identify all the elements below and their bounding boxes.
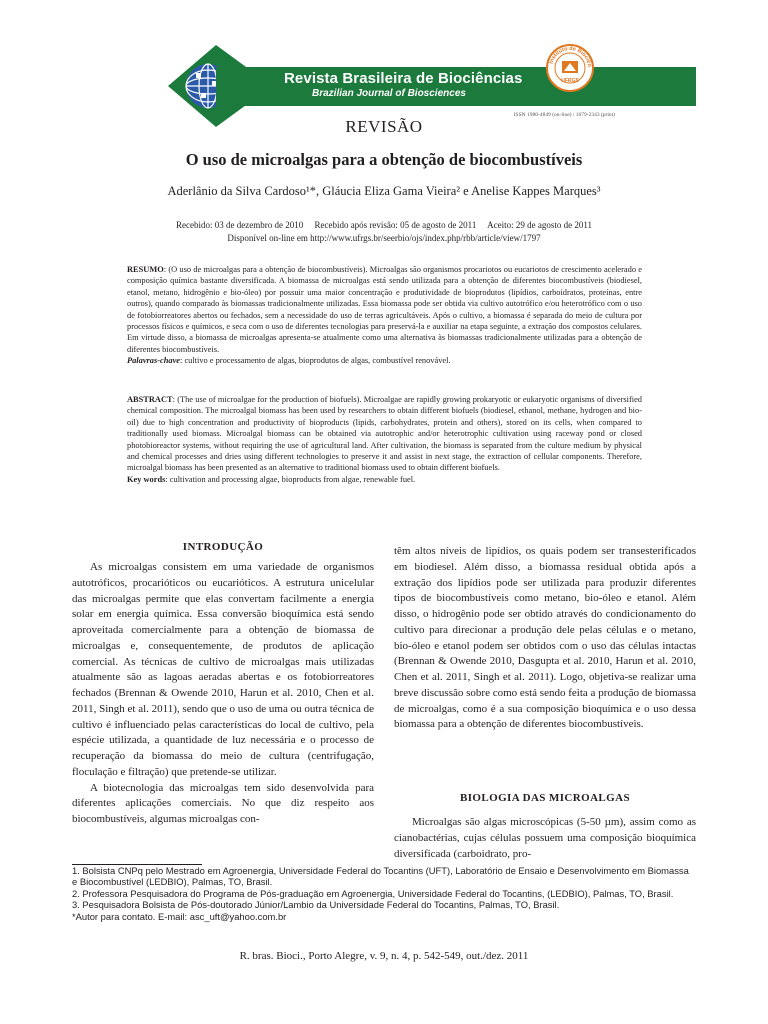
issn-text: ISSN 1980-4849 (on-line) / 1679-2343 (print) <box>513 112 615 118</box>
resumo-label: RESUMO <box>127 265 164 274</box>
accepted-date: Aceito: 29 de agosto de 2011 <box>487 220 593 230</box>
biologia-column <box>394 815 696 862</box>
intro-heading: INTRODUÇÃO <box>182 541 264 553</box>
contact-footnote: *Autor para contato. E-mail: asc_uft@yahoo.com.br <box>72 910 287 922</box>
intro-paragraph-1: As microalgas consistem em uma variedade de organismos autotróficos, procarióticos ou eucarióticos. A estrutura unicelular das microalgas permite que elas convertam facilmente a energia solar em energia química. Essa conversão bioquímica está sendo aproveitada comercialmente para a obtenção de biomassa de microalgas e, consequentemente, de produtos de aplicação comercial. As técnicas de cultivo de microalgas mais utilizadas atualmente são as lagoas aeradas abertas e os fotobiorreatores fechados (Brennan & Owende 2010, Harun et al. 2010, Chen et al. 2011, Singh et al. 2011), sendo que o uso de uma ou outra técnica de cultivo é influenciado pelas características do local de cultivo, pela espécie utilizada, a quantidade de luz necessária e o processo de recuperação da biomassa do meio de cultura (centrifugação, floculação e filtração) que pretende-se utilizar. <box>72 561 374 778</box>
footnote-3: 3. Pesquisadora Bolsista de Pós-doutorado Júnior/Lambio da Universidade Federal do Tocantins, Palmas, TO, Brasil. <box>72 899 560 911</box>
intro-paragraph-3: têm altos níveis de lipídios, os quais podem ser transesterificados em biodiesel. Além disso, a biomassa residual obtida após a extração dos lipídios pode ser utilizada para produzir diferentes tipos de biocombustíveis como metano, bio-óleo e etanol. Além disso, o hidrogênio pode ser obtido através do condicionamento do cultivo para direcionar a produção dele pelas células e o metano, bio-óleo e etanol podem ser obtidos com o uso das células intactas (Brennan & Owende 2010, Dasgupta et al. 2010, Harun et al. 2010, Chen et al. 2011, Singh et al. 2011). Logo, objetiva-se realizar uma breve discussão sobre como está sendo feita a produção de biomassa de microalgas, como é a sua composição bioquímica e o uso dessa biomassa para a obtenção de diferentes biocombustíveis. <box>394 545 696 731</box>
received-date: Recebido: 03 de dezembro de 2010 <box>175 220 304 230</box>
biologia-paragraph-1: Microalgas são algas microscópicas (5-50 µm), assim como as cianobactérias, cujas células possuem uma composição bioquímica diversificada (carboidrato, pro- <box>394 816 696 860</box>
palavras-chave-label: Palavras-chave <box>127 356 181 366</box>
footnote-1: 1. Bolsista CNPq pelo Mestrado em Agroenergia, Universidade Federal do Tocantins (UFT), Laboratório de Ensaio e Desenvolvimento em Biomassa e Biocombustível (LEDBIO), Palmas, TO, Brasil. <box>72 865 689 888</box>
running-footer: R. bras. Bioci., Porto Alegre, v. 9, n. 4, p. 542-549, out./dez. 2011 <box>239 950 529 962</box>
footnotes <box>72 865 696 922</box>
paper-title: O uso de microalgas para a obtenção de biocombustíveis <box>185 150 583 169</box>
author-list: Aderlânio da Silva Cardoso¹*, Gláucia Eliza Gama Vieira² e Anelise Kappes Marques³ <box>167 184 601 198</box>
key-words-label: Key words <box>127 474 166 484</box>
revised-date: Recebido após revisão: 05 de agosto de 2011 <box>314 220 477 230</box>
footnote-2: 2. Professora Pesquisadora do Programa de Pós-graduação em Agroenergia, Universidade Federal do Tocantins, (LEDBIO), Palmas, TO, Brasil. <box>72 887 674 899</box>
journal-title: Revista Brasileira de Biociências <box>284 70 523 87</box>
svg-text:UFRGS: UFRGS <box>561 78 579 84</box>
key-words-text: : cultivation and processing algae, bioproducts from algae, renewable fuel. <box>165 474 416 484</box>
abstract-text: : (The use of microalgae for the production of biofuels). Microalgae are rapidly growing prokaryotic or eukaryotic organisms of diversified chemical composition. The microalgal biomass has been used by researchers to obtain different biofuels (biodiesel, ethanol, methane, hydrogen and bio-oil) due to high concentration and productivity of bioproducts (lipids, carbohydrates, protein and others), stored on its cells, when compared to traditionally used biomass. Microalgal biomass can be obtained via autotrophic and/or heterotrophic cultivation using raceway pond or closed photobioreactor systems, without requiring the use of agricultural land. After cultivation, the biomass is separated from the culture medium by physical and chemical processes and dries using different technologies to preserve it and assist in next stage, the extraction of cellular components. Therefore, microalgal biomass has been presented as an alternative to traditional biomass used to obtain different biofuels. <box>127 395 642 473</box>
online-availability[interactable]: Disponível on-line em http://www.ufrgs.br/seerbio/ojs/index.php/rbb/article/view/1797 <box>227 233 541 243</box>
left-column <box>72 560 374 828</box>
abstract-label: ABSTRACT <box>127 395 173 404</box>
abstract-block <box>127 394 642 485</box>
resumo-text: : (O uso de microalgas para a obtenção de biocombustíveis). Microalgas são organismos procariotos ou eucariotos de crescimento acelerado e composição química bastante diversificada. A biomassa de microalgas está sendo utilizada para a obtenção de diferentes biocombustíveis (biodiesel, etanol, metano, hidrogênio e bio-óleo) por possuir uma maior concentração e produtividade de bioprodutos (lipídios, carboidratos, proteínas, entre outros), quando comparado às biomassas tradicionalmente utilizadas. Essa biomassa pode ser obtida via cultivo autotrófico e/ou heterotrófico com o uso de fotobiorreatores abertos ou fechados, sem a necessidade do uso de terras agricultáveis. Após o cultivo, a biomassa é separada do meio de cultura por processos físicos e químicos, e seca com o uso de diferentes tecnologias para preservá-la e auxiliar na etapa seguinte, a extração dos compostos celulares. Em virtude disso, a biomassa de microalgas apresenta-se atualmente como uma alternativa às biomassas tradicionalmente utilizadas para a obtenção de diferentes biocombustíveis. <box>127 265 642 354</box>
palavras-chave-text: : cultivo e processamento de algas, bioprodutos de algas, combustível renovável. <box>180 356 451 366</box>
submission-dates <box>0 220 768 230</box>
journal-subtitle: Brazilian Journal of Biosciences <box>312 88 466 99</box>
institute-seal <box>546 44 594 92</box>
right-column <box>394 544 696 733</box>
svg-text:Instituto de Biociências: Instituto de Biociên <box>548 45 593 68</box>
biologia-heading: BIOLOGIA DAS MICROALGAS <box>460 792 630 804</box>
resumo-block <box>127 264 642 367</box>
intro-paragraph-2: A biotecnologia das microalgas tem sido desenvolvida para diferentes aplicações comerciais. No que diz respeito aos biocombustíveis, algumas microalgas con- <box>72 781 374 825</box>
section-title: REVISÃO <box>345 117 423 136</box>
